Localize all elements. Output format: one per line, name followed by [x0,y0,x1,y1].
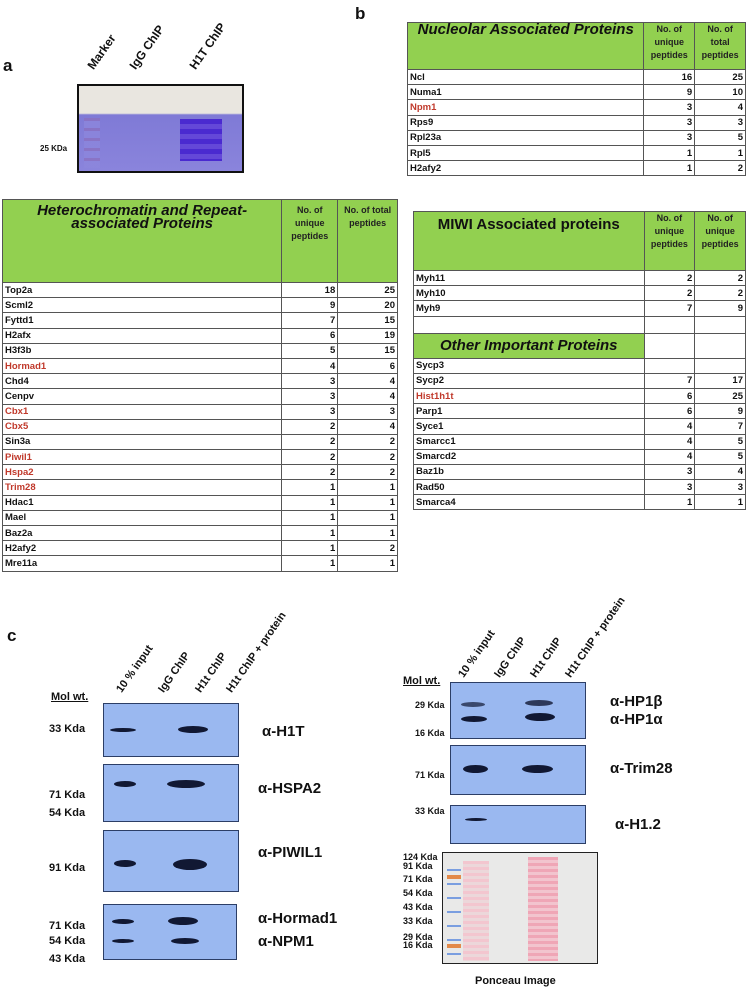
protein-name: Cenpv [3,389,282,404]
heterochromatin-row [3,541,398,556]
unique-peptides: 3 [644,115,695,130]
heterochromatin-row [3,510,398,525]
unique-peptides: 6 [644,404,695,419]
other-row [414,404,746,419]
protein-name: Ncl [408,70,644,85]
nucleolar-col-total: No. of total peptides [695,23,746,70]
nucleolar-row [408,161,746,176]
unique-peptides: 1 [282,495,338,510]
antibody-trim28: α-Trim28 [610,760,673,777]
right-lane-h1t-protein: H1t ChIP + protein [563,594,628,680]
unique-peptides: 3 [282,404,338,419]
protein-name: Smarcc1 [414,434,645,449]
heterochromatin-row [3,298,398,313]
gel-band-h1t [180,119,222,161]
lane-label-marker: Marker [84,31,119,73]
unique-peptides: 4 [644,449,695,464]
protein-name: Scml2 [3,298,282,313]
heterochromatin-row [3,283,398,298]
protein-name: H2afy2 [3,541,282,556]
unique-peptides: 1 [282,510,338,525]
left-lane-input: 10 % input [114,643,156,695]
unique-peptides: 3 [644,464,695,479]
total-peptides: 2 [695,271,746,286]
total-peptides: 10 [695,85,746,100]
total-peptides: 4 [338,389,398,404]
heterochromatin-row [3,328,398,343]
protein-name: Rps9 [408,115,644,130]
unique-peptides: 3 [644,100,695,115]
unique-peptides: 18 [282,283,338,298]
antibody-hspa2: α-HSPA2 [258,780,322,797]
other-row [414,419,746,434]
unique-peptides: 3 [644,480,695,495]
miwi-col-second: No. of unique peptides [695,212,746,271]
heterochromatin-row [3,419,398,434]
unique-peptides: 2 [644,271,695,286]
protein-name: H2afy2 [408,161,644,176]
ponceau-lane-input [463,861,489,961]
antibody-hp1b: α-HP1β [610,693,663,710]
nucleolar-row [408,70,746,85]
protein-name: Hdac1 [3,495,282,510]
total-peptides: 1 [338,510,398,525]
miwi-row [414,301,746,316]
protein-name: Sycp2 [414,373,645,388]
protein-name: Cbx5 [3,419,282,434]
blot-hspa2 [103,764,239,822]
protein-name: Numa1 [408,85,644,100]
total-peptides: 9 [695,404,746,419]
antibody-h1t: α-H1T [262,723,305,740]
mw-hspa2-54: 54 Kda [49,807,86,819]
total-peptides: 20 [338,298,398,313]
lane-label-igg: IgG ChIP [126,22,168,72]
ponceau-mw-label: 16 Kda [403,940,433,950]
other-row [414,358,746,373]
mw-hp1-16: 16 Kda [415,728,445,738]
total-peptides: 6 [338,358,398,373]
total-peptides: 4 [338,419,398,434]
unique-peptides: 16 [644,70,695,85]
blot-hormad1-npm1 [103,904,237,960]
blot-piwil1 [103,830,239,892]
total-peptides: 2 [338,465,398,480]
ponceau-image [442,852,598,964]
ponceau-mw-label: 29 Kda [403,932,433,942]
heterochromatin-col-unique: No. of unique peptides [282,200,338,283]
total-peptides: 15 [338,313,398,328]
other-row [414,388,746,403]
unique-peptides: 2 [644,286,695,301]
antibody-piwil1: α-PIWIL1 [258,844,323,861]
total-peptides: 2 [695,161,746,176]
total-peptides: 1 [695,145,746,160]
panel-a-label: a [3,56,13,75]
unique-peptides: 3 [644,130,695,145]
total-peptides: 7 [695,419,746,434]
unique-peptides: 5 [282,343,338,358]
unique-peptides: 4 [644,434,695,449]
other-title: Other Important Proteins [414,333,645,358]
left-lane-igg: IgG ChIP [156,650,193,695]
antibody-hormad1: α-Hormad1 [258,910,338,927]
other-row [414,449,746,464]
unique-peptides: 1 [282,556,338,571]
other-row [414,480,746,495]
left-mol-wt: Mol wt. [51,691,89,703]
protein-name: Piwil1 [3,450,282,465]
total-peptides: 3 [695,480,746,495]
unique-peptides: 1 [282,541,338,556]
miwi-row [414,286,746,301]
heterochromatin-row [3,526,398,541]
total-peptides: 5 [695,449,746,464]
total-peptides: 9 [695,301,746,316]
unique-peptides: 2 [282,419,338,434]
heterochromatin-row [3,374,398,389]
protein-name: Sin3a [3,434,282,449]
unique-peptides: 2 [282,465,338,480]
protein-name: H3f3b [3,343,282,358]
mw-trim28-71: 71 Kda [415,770,445,780]
unique-peptides: 2 [282,450,338,465]
blot-hp1 [450,682,586,739]
protein-name: Mael [3,510,282,525]
unique-peptides: 7 [644,373,695,388]
nucleolar-row [408,115,746,130]
total-peptides: 2 [338,450,398,465]
left-lane-h1t: H1t ChIP [193,650,230,695]
protein-name: Hormad1 [3,358,282,373]
blot-trim28 [450,745,586,795]
other-row [414,464,746,479]
total-peptides: 4 [695,464,746,479]
protein-name: Myh10 [414,286,645,301]
mw-hormad-54: 54 Kda [49,935,86,947]
ponceau-mw-label: 91 Kda [403,861,433,871]
total-peptides: 4 [695,100,746,115]
protein-name: H2afx [3,328,282,343]
unique-peptides: 4 [644,419,695,434]
heterochromatin-row [3,450,398,465]
heterochromatin-row [3,465,398,480]
ponceau-caption: Ponceau Image [475,975,556,987]
protein-name: Myh11 [414,271,645,286]
unique-peptides: 6 [644,388,695,403]
nucleolar-row [408,130,746,145]
total-peptides: 17 [695,373,746,388]
protein-name: Baz2a [3,526,282,541]
total-peptides: 1 [338,556,398,571]
total-peptides [695,358,746,373]
heterochromatin-row [3,313,398,328]
left-lane-h1t-protein: H1t ChIP + protein [224,609,289,695]
total-peptides: 25 [695,388,746,403]
nucleolar-title: Nucleolar Associated Proteins [408,23,644,70]
ponceau-mw-label: 43 Kda [403,902,433,912]
ponceau-mw-label: 71 Kda [403,874,433,884]
other-row [414,434,746,449]
gel-marker-label: 25 KDa [40,144,68,153]
protein-name: Npm1 [408,100,644,115]
miwi-row [414,271,746,286]
other-row [414,373,746,388]
panel-c-label: c [7,626,17,645]
blot-h12 [450,805,586,844]
unique-peptides: 3 [282,374,338,389]
unique-peptides: 1 [282,526,338,541]
protein-name: Smarcd2 [414,449,645,464]
ponceau-mw-label: 54 Kda [403,888,433,898]
total-peptides: 15 [338,343,398,358]
total-peptides: 1 [338,480,398,495]
protein-name: Baz1b [414,464,645,479]
miwi-table [413,211,746,510]
protein-name: Rpl23a [408,130,644,145]
heterochromatin-row [3,358,398,373]
unique-peptides [644,358,695,373]
total-peptides: 2 [338,541,398,556]
total-peptides: 2 [338,434,398,449]
total-peptides: 1 [695,495,746,510]
mw-piwil1-91: 91 Kda [49,862,86,874]
unique-peptides: 4 [282,358,338,373]
protein-name: Myh9 [414,301,645,316]
total-peptides: 19 [338,328,398,343]
protein-name: Sycp3 [414,358,645,373]
total-peptides: 2 [695,286,746,301]
protein-name: Hist1h1t [414,388,645,403]
coomassie-gel [77,84,244,173]
protein-name: Trim28 [3,480,282,495]
mw-hp1-29: 29 Kda [415,700,445,710]
protein-name: Chd4 [3,374,282,389]
unique-peptides: 1 [644,495,695,510]
total-peptides: 25 [695,70,746,85]
unique-peptides: 1 [644,161,695,176]
protein-name: Mre11a [3,556,282,571]
unique-peptides: 7 [282,313,338,328]
protein-name: Rad50 [414,480,645,495]
other-row [414,495,746,510]
heterochromatin-row [3,404,398,419]
ponceau-mw-label: 124 Kda [403,852,438,862]
blot-h1t [103,703,239,757]
heterochromatin-row [3,556,398,571]
miwi-title: MIWI Associated proteins [414,212,645,271]
protein-name: Hspa2 [3,465,282,480]
nucleolar-row [408,145,746,160]
mw-hormad-71: 71 Kda [49,920,86,932]
heterochromatin-table [2,199,398,572]
mw-hormad-43: 43 Kda [49,953,86,965]
heterochromatin-row [3,343,398,358]
right-lane-igg: IgG ChIP [492,635,529,680]
total-peptides: 3 [338,404,398,419]
total-peptides: 1 [338,526,398,541]
total-peptides: 5 [695,434,746,449]
unique-peptides: 3 [282,389,338,404]
antibody-h12: α-H1.2 [615,816,661,833]
heterochromatin-row [3,480,398,495]
total-peptides: 1 [338,495,398,510]
nucleolar-col-unique: No. of unique peptides [644,23,695,70]
mw-h12-33: 33 Kda [415,806,445,816]
right-lane-input: 10 % input [456,628,498,680]
unique-peptides: 7 [644,301,695,316]
heterochromatin-col-total: No. of total peptides [338,200,398,283]
gel-band-marker [84,118,100,168]
mw-h1t-33: 33 Kda [49,723,86,735]
nucleolar-row [408,85,746,100]
protein-name: Rpl5 [408,145,644,160]
right-mol-wt: Mol wt. [403,675,441,687]
ponceau-lane-h1t [528,857,558,961]
heterochromatin-row [3,495,398,510]
antibody-hp1a: α-HP1α [610,711,663,728]
total-peptides: 3 [695,115,746,130]
protein-name: Cbx1 [3,404,282,419]
heterochromatin-row [3,389,398,404]
ponceau-mw-label: 33 Kda [403,916,433,926]
unique-peptides: 1 [644,145,695,160]
protein-name: Parp1 [414,404,645,419]
unique-peptides: 9 [644,85,695,100]
nucleolar-table [407,22,746,176]
mw-hspa2-71: 71 Kda [49,789,86,801]
heterochromatin-row [3,434,398,449]
protein-name: Top2a [3,283,282,298]
unique-peptides: 9 [282,298,338,313]
protein-name: Fyttd1 [3,313,282,328]
protein-name: Smarca4 [414,495,645,510]
lane-label-h1t: H1T ChIP [186,20,229,72]
heterochromatin-title: Heterochromatin and Repeat-associated Proteins [3,200,282,283]
unique-peptides: 2 [282,434,338,449]
total-peptides: 5 [695,130,746,145]
total-peptides: 4 [338,374,398,389]
unique-peptides: 6 [282,328,338,343]
right-lane-h1t: H1t ChIP [528,635,565,680]
protein-name: Syce1 [414,419,645,434]
antibody-npm1: α-NPM1 [258,933,314,950]
total-peptides: 25 [338,283,398,298]
panel-b-label: b [355,4,366,23]
miwi-col-unique: No. of unique peptides [644,212,695,271]
unique-peptides: 1 [282,480,338,495]
nucleolar-row [408,100,746,115]
